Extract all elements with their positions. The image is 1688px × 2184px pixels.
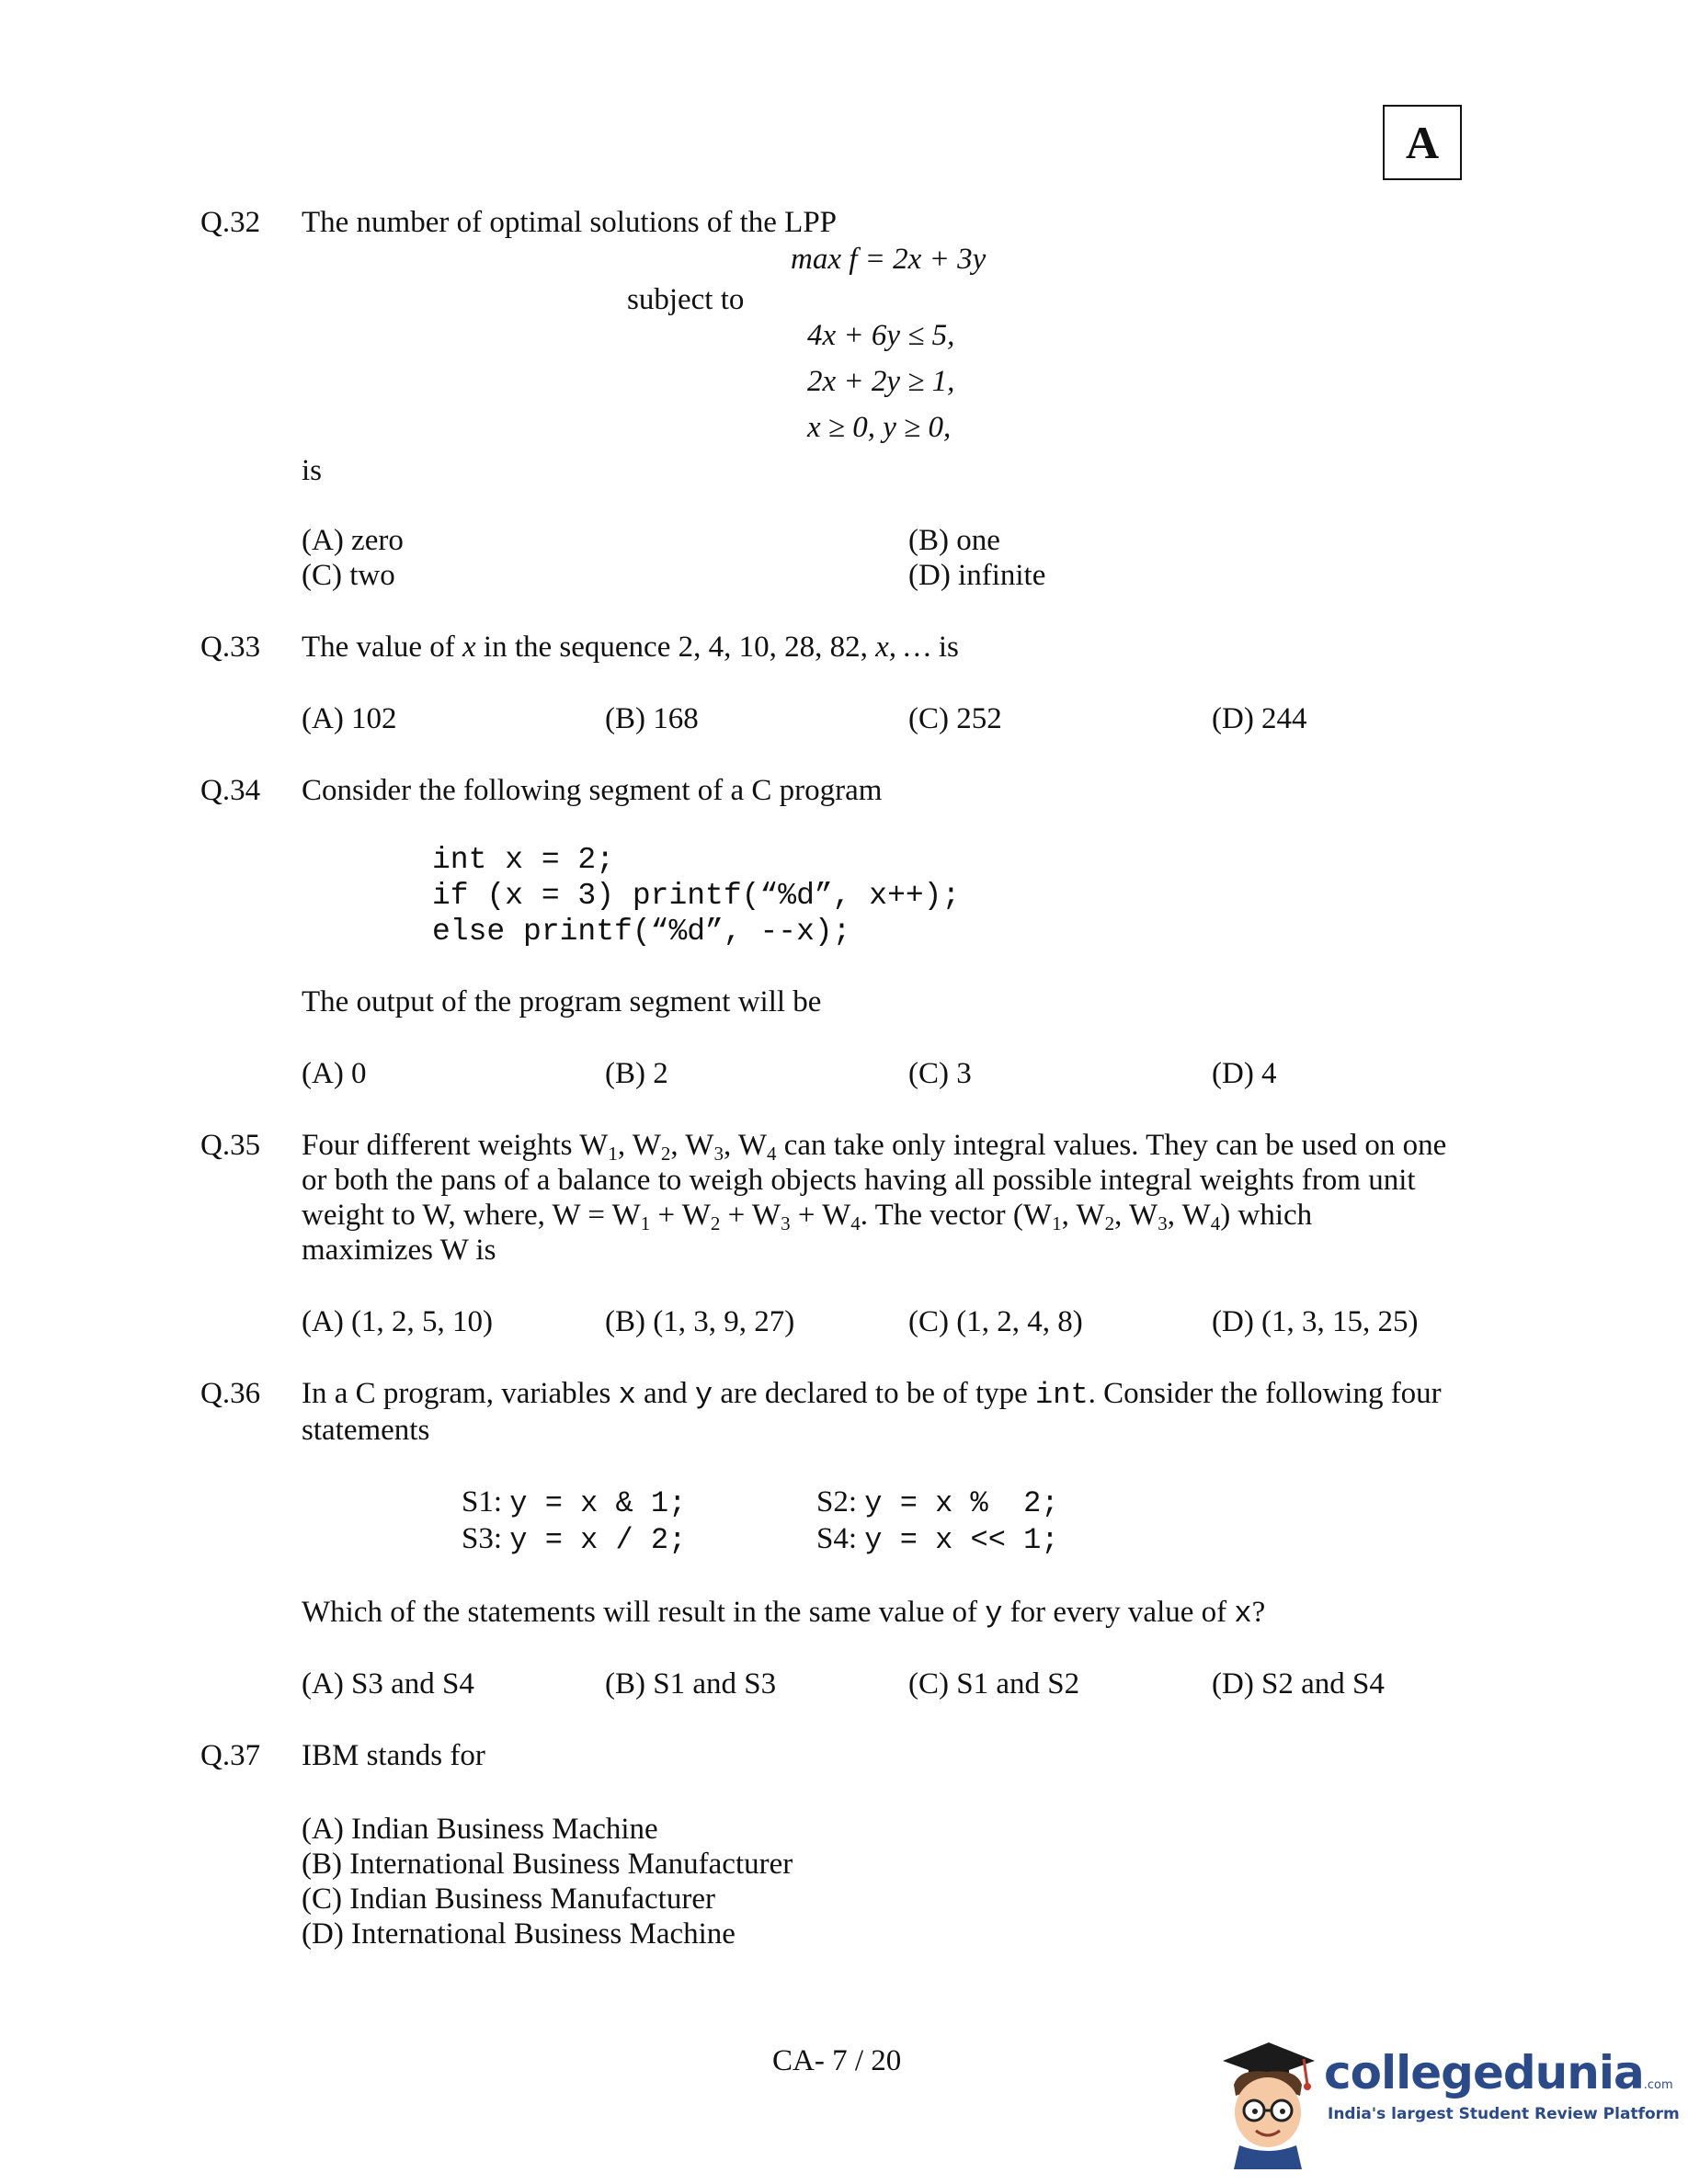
q34-option-c: (C) 3 xyxy=(908,1057,972,1090)
q33-number: Q.33 xyxy=(200,631,261,664)
q33-option-b: (B) 168 xyxy=(605,702,699,735)
q32-option-d: (D) infinite xyxy=(908,559,1046,592)
q32-option-a: (A) zero xyxy=(302,524,404,557)
q36-line-2: statements xyxy=(302,1414,430,1447)
q33-stem: The value of x in the sequence 2, 4, 10, 28, 82, x, … is xyxy=(302,631,959,664)
q36-option-c: (C) S1 and S2 xyxy=(908,1667,1080,1701)
q35-option-d: (D) (1, 3, 15, 25) xyxy=(1212,1305,1419,1338)
q34-option-a: (A) 0 xyxy=(302,1057,367,1090)
q36-statement-s2: S2: y = x % 2; xyxy=(816,1485,1059,1520)
q37-number: Q.37 xyxy=(200,1739,261,1772)
q35-option-b: (B) (1, 3, 9, 27) xyxy=(605,1305,795,1338)
q34-stem: Consider the following segment of a C program xyxy=(302,774,883,807)
q36-line-1: In a C program, variables x and y are declared to be of type int. Consider the following four xyxy=(302,1377,1442,1412)
q37-option-a: (A) Indian Business Machine xyxy=(302,1813,658,1846)
q32-stem: The number of optimal solutions of the LPP xyxy=(302,206,838,239)
q34-option-b: (B) 2 xyxy=(605,1057,668,1090)
q36-question: Which of the statements will result in the same value of y for every value of x? xyxy=(302,1596,1266,1631)
q36-statement-s1: S1: y = x & 1; xyxy=(462,1485,687,1520)
q32-is: is xyxy=(302,454,323,487)
q37-option-d: (D) International Business Machine xyxy=(302,1917,736,1951)
q35-line-3: weight to W, where, $W = W_1 + W_2 + W_3 + W_4$. The vector ($W_1$, $W_2$, $W_3$, $W_4$) which xyxy=(302,1199,1313,1234)
q37-stem: IBM stands for xyxy=(302,1739,485,1772)
q32-constraint-3: x ≥ 0, y ≥ 0, xyxy=(807,411,952,444)
q36-statement-s4: S4: y = x << 1; xyxy=(816,1522,1059,1557)
q36-option-d: (D) S2 and S4 xyxy=(1212,1667,1385,1701)
q35-option-a: (A) (1, 2, 5, 10) xyxy=(302,1305,494,1338)
brand-tagline: India's largest Student Review Platform xyxy=(1328,2105,1680,2123)
q35-line-4: maximizes W is xyxy=(302,1234,496,1267)
brand-logo xyxy=(1324,2046,1673,2099)
q37-option-b: (B) International Business Manufacturer xyxy=(302,1848,793,1881)
q32-option-b: (B) one xyxy=(908,524,1000,557)
q36-option-a: (A) S3 and S4 xyxy=(302,1667,474,1701)
mascot-icon xyxy=(1212,2031,1322,2169)
q34-followup: The output of the program segment will be xyxy=(302,985,822,1018)
q36-statement-s3: S3: y = x / 2; xyxy=(462,1522,687,1557)
page-number: CA- 7 / 20 xyxy=(772,2044,902,2077)
q37-option-c: (C) Indian Business Manufacturer xyxy=(302,1883,715,1916)
q32-constraint-1: 4x + 6y ≤ 5, xyxy=(807,319,955,352)
q34-code-line-1: int x = 2; xyxy=(432,843,615,877)
set-code: A xyxy=(1405,117,1440,168)
q35-line-2: or both the pans of a balance to weigh objects having all possible integral weights from unit xyxy=(302,1164,1416,1197)
q33-option-c: (C) 252 xyxy=(908,702,1002,735)
q34-option-d: (D) 4 xyxy=(1212,1057,1277,1090)
q34-code-line-3: else printf(“%d”, --x); xyxy=(432,915,851,949)
q32-objective: max f = 2x + 3y xyxy=(791,243,987,276)
q32-constraint-2: 2x + 2y ≥ 1, xyxy=(807,365,955,398)
q33-option-a: (A) 102 xyxy=(302,702,397,735)
q32-option-c: (C) two xyxy=(302,559,395,592)
q32-number: Q.32 xyxy=(200,206,261,239)
q32-subject-to: subject to xyxy=(627,283,745,316)
brand-suffix: .com xyxy=(1643,2078,1673,2092)
q35-line-1: Four different weights $W_1$, $W_2$, $W_3$, $W_4$ can take only integral values. They can be used on one xyxy=(302,1129,1447,1165)
q34-code-line-2: if (x = 3) printf(“%d”, x++); xyxy=(432,879,961,913)
q36-number: Q.36 xyxy=(200,1377,261,1410)
q36-option-b: (B) S1 and S3 xyxy=(605,1667,777,1701)
q35-number: Q.35 xyxy=(200,1129,261,1162)
q35-option-c: (C) (1, 2, 4, 8) xyxy=(908,1305,1083,1338)
question-set-box xyxy=(1383,105,1462,180)
q33-option-d: (D) 244 xyxy=(1212,702,1307,735)
q34-number: Q.34 xyxy=(200,774,261,807)
brand-wordmark: collegedunia xyxy=(1324,2046,1644,2099)
